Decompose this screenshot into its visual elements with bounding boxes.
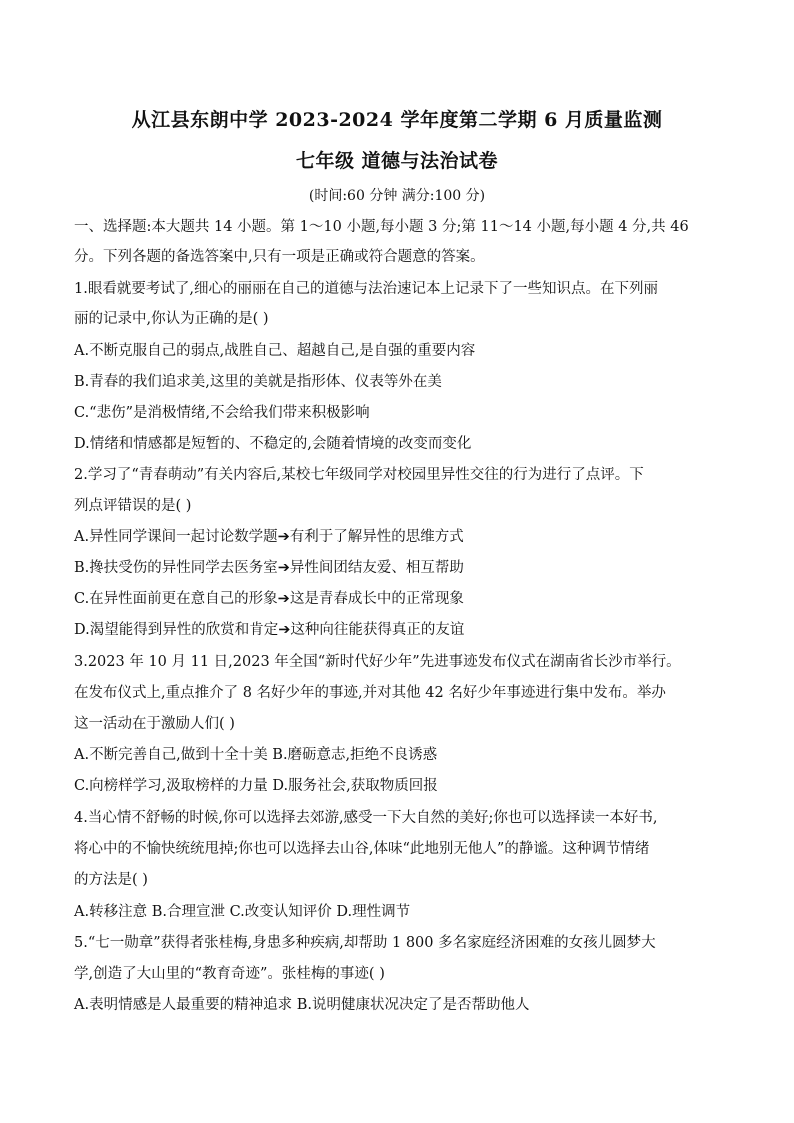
question-1-option-d: D.情绪和情感都是短暂的、不稳定的,会随着情境的改变而变化 <box>74 436 472 452</box>
question-5-options-ab: A.表明情感是人最重要的精神追求 B.说明健康状况决定了是否帮助他人 <box>74 997 530 1013</box>
question-2-option-b: B.搀扶受伤的异性同学去医务室➔异性间团结友爱、相互帮助 <box>74 560 464 576</box>
question-5-stem: 5.“七一勋章”获得者张桂梅,身患多种疾病,却帮助 1 800 多名家庭经济困难的女孩儿圆梦大 <box>74 935 656 951</box>
question-2-option-c: C.在异性面前更在意自己的形象➔这是青春成长中的正常现象 <box>74 591 464 607</box>
question-4-options: A.转移注意 B.合理宣泄 C.改变认知评价 D.理性调节 <box>74 904 411 920</box>
exam-time-score: (时间:60 分钟 满分:100 分) <box>308 188 486 204</box>
question-4-stem: 4.当心情不舒畅的时候,你可以选择去郊游,感受一下大自然的美好;你也可以选择读一本好书, <box>74 810 658 826</box>
question-4-stem: 的方法是( ) <box>74 872 148 888</box>
question-2-stem: 2.学习了“青春萌动”有关内容后,某校七年级同学对校园里异性交往的行为进行了点评。下 <box>74 467 644 483</box>
question-2-stem: 列点评错误的是( ) <box>74 498 192 514</box>
question-1-option-c: C.“悲伤”是消极情绪,不会给我们带来积极影响 <box>74 405 370 421</box>
question-3-stem: 这一活动在于激励人们( ) <box>74 716 235 732</box>
question-5-stem: 学,创造了大山里的“教育奇迹”。张桂梅的事迹( ) <box>74 966 385 982</box>
question-2-option-a: A.异性同学课间一起讨论数学题➔有利于了解异性的思维方式 <box>74 529 464 545</box>
question-3-options-ab: A.不断完善自己,做到十全十美 B.磨砺意志,拒绝不良诱惑 <box>74 747 438 763</box>
question-3-stem: 3.2023 年 10 月 11 日,2023 年全国“新时代好少年”先进事迹发布仪式在湖南省长沙市举行。 <box>74 654 681 670</box>
question-1-option-b: B.青春的我们追求美,这里的美就是指形体、仪表等外在美 <box>74 374 442 390</box>
question-1-stem: 丽的记录中,你认为正确的是( ) <box>74 311 269 327</box>
section-instruction-line: 分。下列各题的备选答案中,只有一项是正确或符合题意的答案。 <box>74 249 485 265</box>
section-instruction-line: 一、选择题:本大题共 14 小题。第 1～10 小题,每小题 3 分;第 11～14 小题,每小题 4 分,共 46 <box>74 219 689 235</box>
exam-subject-title: 七年级 道德与法治试卷 <box>295 150 499 172</box>
question-4-stem: 将心中的不愉快统统甩掉;你也可以选择去山谷,体味“此地别无他人”的静谧。这种调节情绪 <box>74 841 650 857</box>
question-3-stem: 在发布仪式上,重点推介了 8 名好少年的事迹,并对其他 42 名好少年事迹进行集中发布。举办 <box>74 685 666 701</box>
question-1-stem: 1.眼看就要考试了,细心的丽丽在自己的道德与法治速记本上记录下了一些知识点。在下列丽 <box>74 281 658 297</box>
exam-title: 从江县东朗中学 2023-2024 学年度第二学期 6 月质量监测 <box>131 109 663 131</box>
question-1-option-a: A.不断克服自己的弱点,战胜自己、超越自己,是自强的重要内容 <box>74 343 476 359</box>
question-2-option-d: D.渴望能得到异性的欣赏和肯定➔这种向往能获得真正的友谊 <box>74 622 465 638</box>
question-3-options-cd: C.向榜样学习,汲取榜样的力量 D.服务社会,获取物质回报 <box>74 778 438 794</box>
